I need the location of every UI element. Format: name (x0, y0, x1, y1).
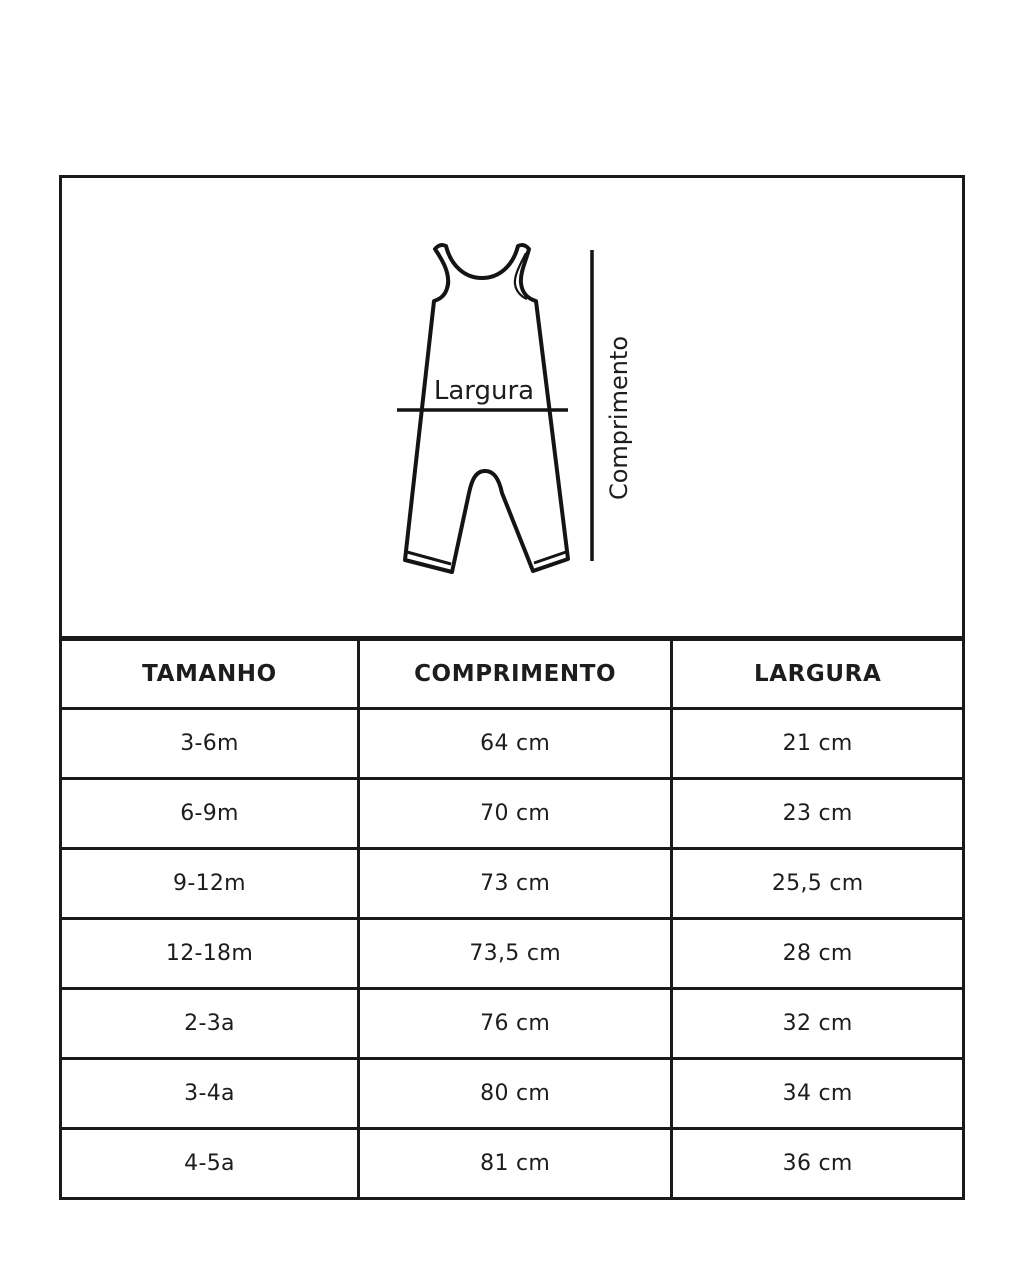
table-row (61, 989, 964, 1059)
cell-largura: 32 cm (672, 989, 964, 1059)
length-label: Comprimento (605, 335, 633, 501)
cell-largura: 34 cm (672, 1059, 964, 1129)
cell-size: 2-3a (61, 989, 359, 1059)
cell-largura: 25,5 cm (672, 849, 964, 919)
cell-comprimento: 80 cm (358, 1059, 671, 1129)
width-label: Largura (433, 376, 535, 406)
column-header-comprimento: COMPRIMENTO (358, 640, 671, 709)
cell-comprimento: 70 cm (358, 779, 671, 849)
table-row (61, 779, 964, 849)
table-row (61, 709, 964, 779)
table-row (61, 1129, 964, 1199)
romper-measurement-diagram (380, 228, 680, 588)
column-header-tamanho: TAMANHO (61, 640, 359, 709)
cell-largura: 28 cm (672, 919, 964, 989)
cell-size: 3-4a (61, 1059, 359, 1129)
cell-largura: 21 cm (672, 709, 964, 779)
table-row (61, 1059, 964, 1129)
size-guide-figure (59, 175, 965, 1200)
table-row (61, 849, 964, 919)
cell-comprimento: 76 cm (358, 989, 671, 1059)
cell-size: 12-18m (61, 919, 359, 989)
cell-size: 3-6m (61, 709, 359, 779)
cell-comprimento: 81 cm (358, 1129, 671, 1199)
diagram-panel (59, 175, 965, 638)
cell-comprimento: 73,5 cm (358, 919, 671, 989)
cell-largura: 23 cm (672, 779, 964, 849)
cell-largura: 36 cm (672, 1129, 964, 1199)
cell-size: 6-9m (61, 779, 359, 849)
cell-comprimento: 64 cm (358, 709, 671, 779)
cell-comprimento: 73 cm (358, 849, 671, 919)
size-table (59, 638, 965, 1200)
cell-size: 9-12m (61, 849, 359, 919)
header-row (61, 640, 964, 709)
column-header-largura: LARGURA (672, 640, 964, 709)
cell-size: 4-5a (61, 1129, 359, 1199)
table-row (61, 919, 964, 989)
